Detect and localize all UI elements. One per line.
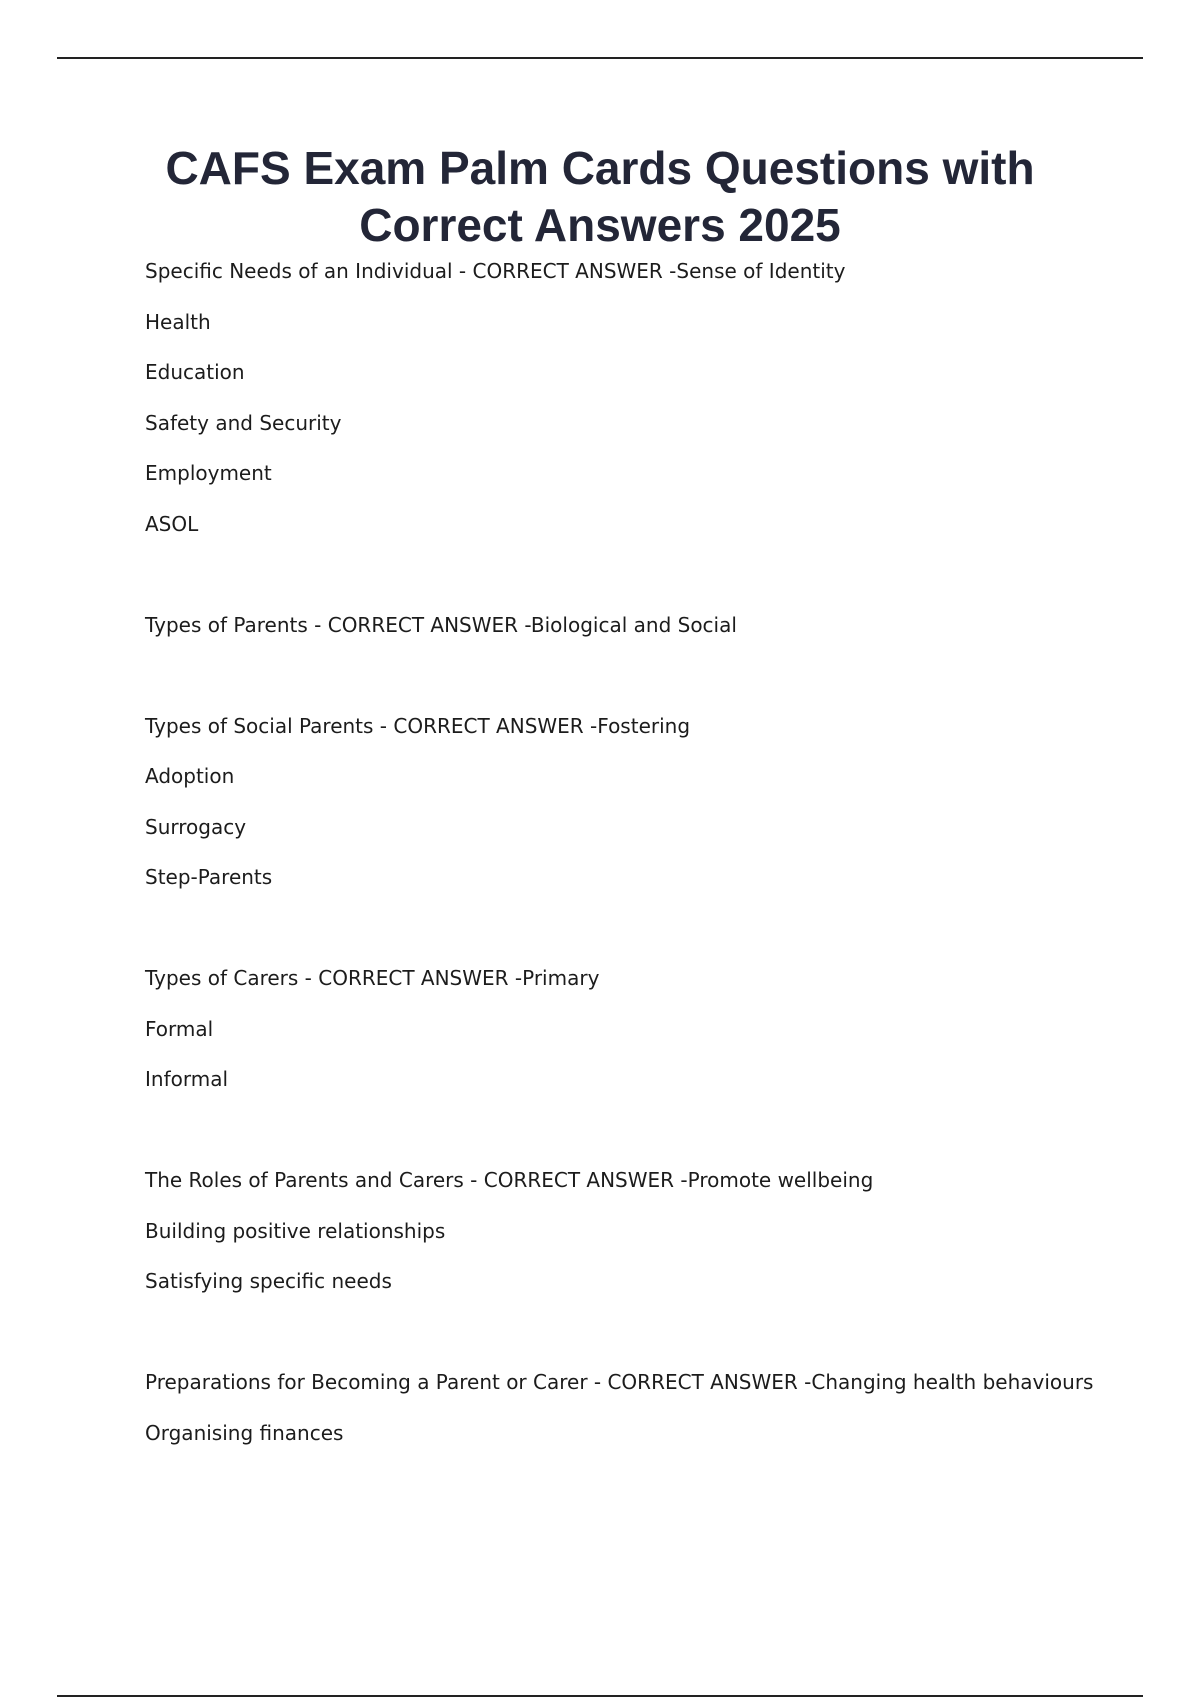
entry-spacer xyxy=(145,1115,1145,1166)
answer-line: Satisfying specific needs xyxy=(145,1269,392,1293)
answer-line: Education xyxy=(145,360,245,384)
answer-line: Adoption xyxy=(145,764,235,788)
question-line: Types of Social Parents - CORRECT ANSWER -Fostering xyxy=(145,713,691,738)
answer-line: Safety and Security xyxy=(145,410,342,435)
question-line: Types of Carers - CORRECT ANSWER -Primary xyxy=(145,966,600,990)
question-line: Preparations for Becoming a Parent or Carer - CORRECT ANSWER -Changing health behaviours xyxy=(145,1370,1094,1394)
answer-line: Organising finances xyxy=(145,1420,344,1445)
qa-list xyxy=(145,256,1145,1468)
title-line-2: Correct Answers 2025 xyxy=(359,199,841,251)
answer-line: Building positive relationships xyxy=(145,1218,446,1243)
answer-line: Health xyxy=(145,309,211,334)
question-line: Specific Needs of an Individual - CORRECT ANSWER -Sense of Identity xyxy=(145,259,846,283)
answer-line: Step-Parents xyxy=(145,865,273,889)
question-line: Types of Parents - CORRECT ANSWER -Biological and Social xyxy=(145,612,737,637)
answer-line: Formal xyxy=(145,1016,214,1041)
header-rule xyxy=(57,57,1143,59)
answer-line: Employment xyxy=(145,461,272,485)
entry-spacer xyxy=(145,660,1145,711)
answer-line: ASOL xyxy=(145,511,199,536)
entry-spacer xyxy=(145,1317,1145,1368)
document-title xyxy=(100,140,1100,254)
answer-line: Surrogacy xyxy=(145,814,247,839)
title-line-1: CAFS Exam Palm Cards Questions with xyxy=(165,142,1035,194)
answer-line: Informal xyxy=(145,1067,229,1091)
entry-spacer xyxy=(145,559,1145,610)
entry-spacer xyxy=(145,913,1145,964)
question-line: The Roles of Parents and Carers - CORRECT ANSWER -Promote wellbeing xyxy=(145,1168,874,1192)
footer-rule xyxy=(57,1695,1143,1697)
